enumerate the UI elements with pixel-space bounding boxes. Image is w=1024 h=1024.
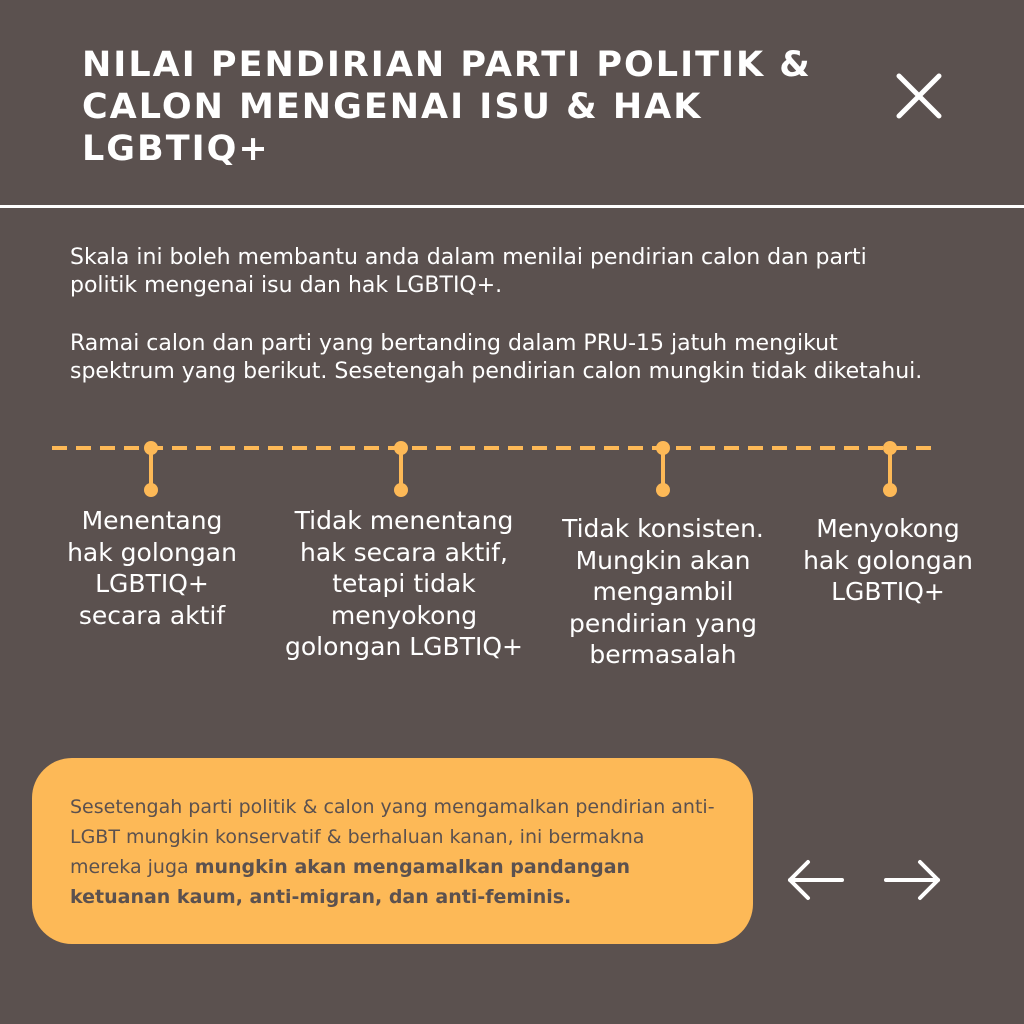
- page-title: NILAI PENDIRIAN PARTI POLITIK & CALON MENGENAI ISU & HAK LGBTIQ+: [82, 45, 812, 169]
- scale-marker-4: [883, 441, 897, 497]
- previous-button[interactable]: [786, 855, 846, 905]
- intro-paragraph-1: Skala ini boleh membantu anda dalam menilai pendirian calon dan parti politik mengenai isu dan hak LGBTIQ+.: [70, 245, 867, 298]
- scale-marker-1: [144, 441, 158, 497]
- close-icon: [893, 70, 945, 122]
- close-button[interactable]: [893, 70, 945, 122]
- scale-label-neutral: Tidak menentang hak secara aktif, tetapi tidak menyokong golongan LGBTIQ+: [285, 506, 523, 661]
- scale-marker-3: [656, 441, 670, 497]
- stance-scale: [0, 430, 1024, 510]
- arrow-left-icon: [786, 855, 846, 905]
- intro-paragraph-2: Ramai calon dan parti yang bertanding dalam PRU-15 jatuh mengikut spektrum yang berikut. Sesetengah pendirian calon mungkin tidak diketahui.: [70, 331, 923, 384]
- info-callout: [32, 758, 753, 944]
- next-button[interactable]: [882, 855, 942, 905]
- callout-emphasis: mungkin akan mengamalkan pandangan ketuanan kaum, anti-migran, dan anti-feminis.: [70, 856, 631, 908]
- header-divider: [0, 205, 1024, 208]
- scale-label-oppose: Menentang hak golongan LGBTIQ+ secara aktif: [67, 506, 237, 630]
- callout-text: Sesetengah parti politik & calon yang mengamalkan pendirian anti-LGBT mungkin konservatif & berhaluan kanan, ini bermakna mereka juga: [70, 796, 715, 878]
- scale-label-inconsistent: Tidak konsisten. Mungkin akan mengambil pendirian yang bermasalah: [562, 514, 764, 669]
- arrow-right-icon: [882, 855, 942, 905]
- scale-label-support: Menyokong hak golongan LGBTIQ+: [803, 514, 973, 606]
- scale-marker-2: [394, 441, 408, 497]
